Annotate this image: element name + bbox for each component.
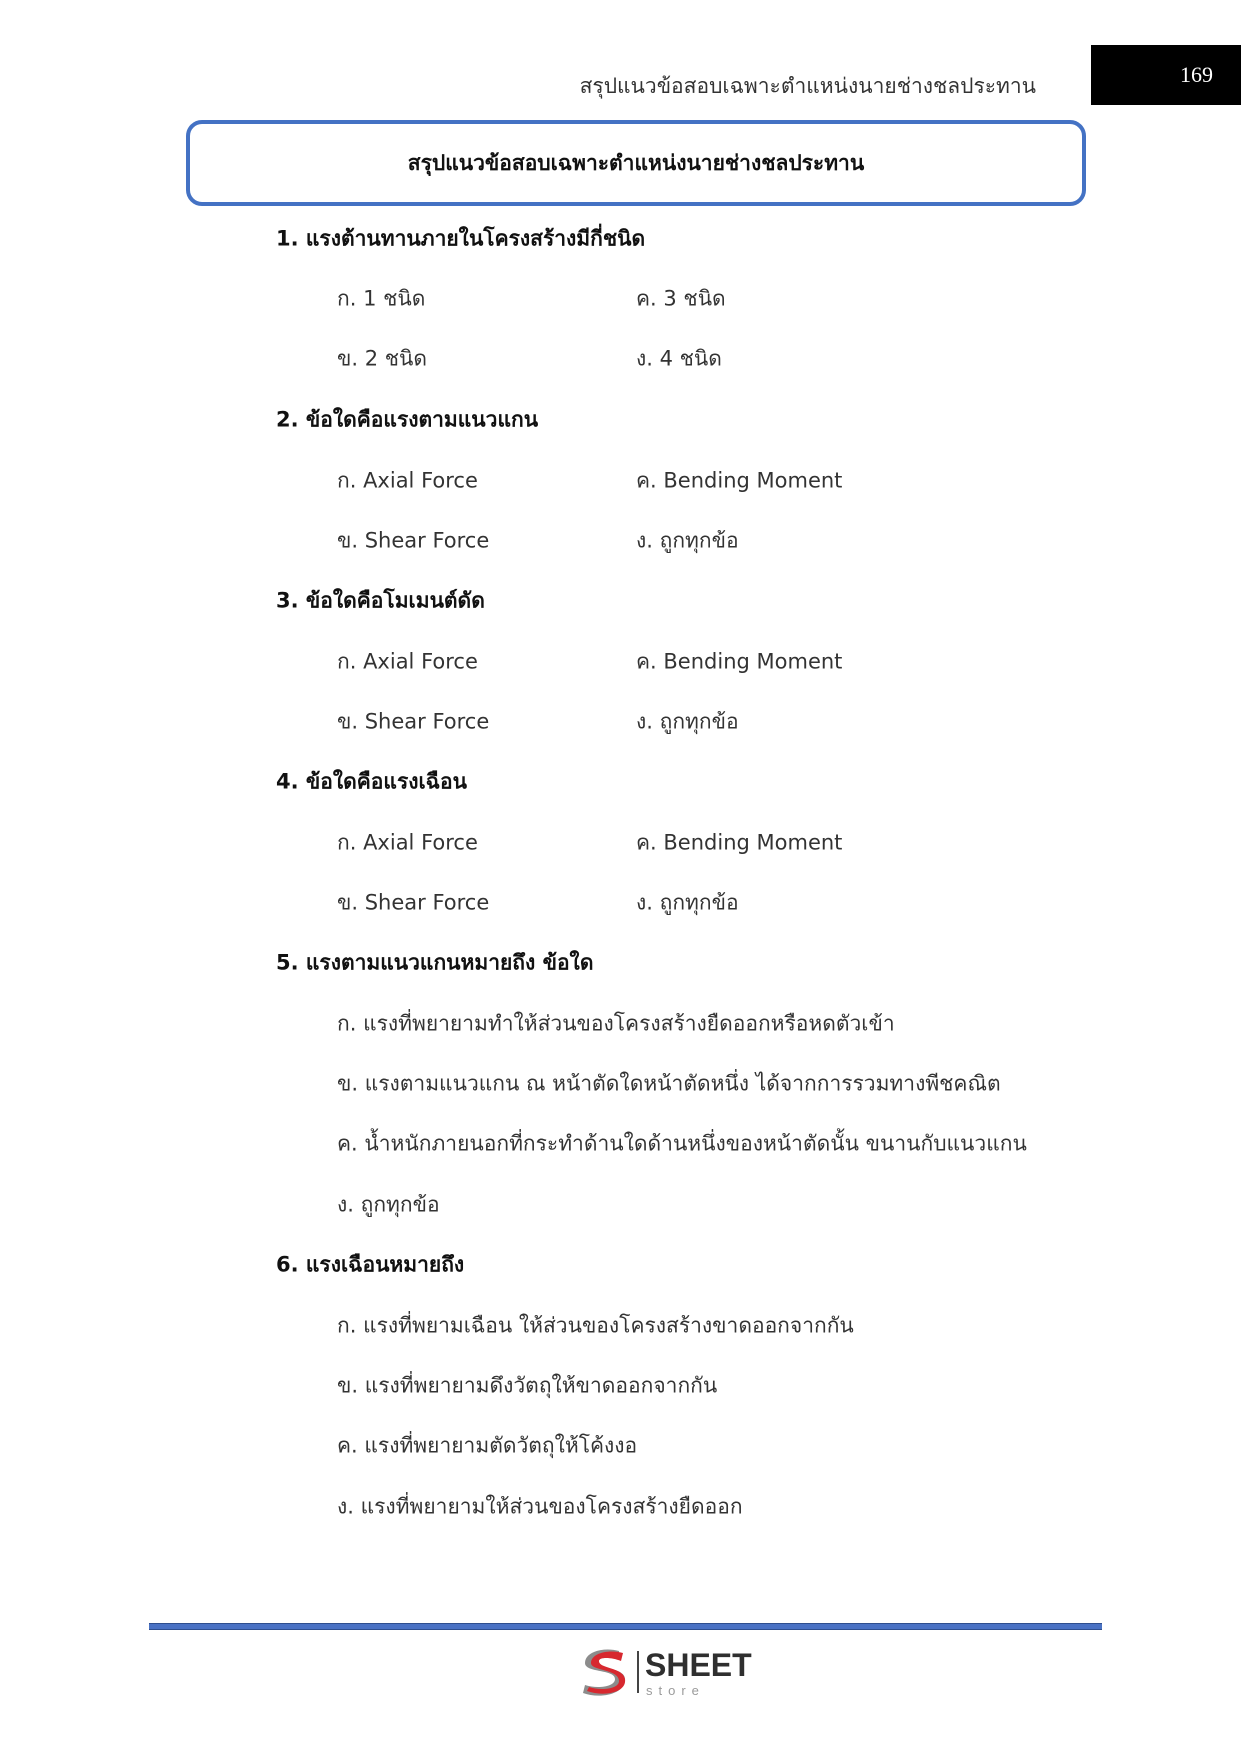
running-header: สรุปแนวข้อสอบเฉพาะตำแหน่งนายช่างชลประทาน	[579, 74, 1036, 98]
question-title: 4. ข้อใดคือแรงเฉือน	[276, 769, 467, 794]
question-title: 1. แรงต้านทานภายในโครงสร้างมีกี่ชนิด	[276, 226, 646, 251]
option: ก. แรงที่พยายามทำให้ส่วนของโครงสร้างยืดออกหรือหดตัวเข้า	[337, 1011, 895, 1036]
option: ง. แรงที่พยายามให้ส่วนของโครงสร้างยืดออก	[337, 1494, 743, 1519]
sheet-store-logo	[575, 1643, 755, 1699]
option: ข. แรงตามแนวแกน ณ หน้าตัดใดหน้าตัดหนึ่ง ได้จากการรวมทางพีชคณิต	[337, 1071, 1001, 1096]
sheet-store-logo-icon	[575, 1643, 631, 1699]
option: ค. Bending Moment	[636, 649, 843, 674]
question-title: 5. แรงตามแนวแกนหมายถึง ข้อใด	[276, 950, 594, 975]
option: ง. ถูกทุกข้อ	[636, 709, 739, 734]
option: ข. Shear Force	[337, 528, 490, 553]
footer-bar	[149, 1623, 1102, 1630]
logo-wordmark: SHEET	[645, 1647, 752, 1683]
option: ข. Shear Force	[337, 890, 490, 915]
option: ข. 2 ชนิด	[337, 346, 427, 371]
question-title: 3. ข้อใดคือโมเมนต์ดัด	[276, 588, 485, 613]
option: ค. Bending Moment	[636, 468, 843, 493]
page-title: สรุปแนวข้อสอบเฉพาะตำแหน่งนายช่างชลประทาน	[407, 150, 865, 175]
option: ข. Shear Force	[337, 709, 490, 734]
logo-divider	[637, 1651, 639, 1693]
logo-subtitle: store	[646, 1683, 705, 1698]
option: ง. 4 ชนิด	[636, 346, 722, 371]
option: ก. 1 ชนิด	[337, 286, 426, 311]
page-number: 169	[1180, 62, 1213, 87]
question-title: 6. แรงเฉือนหมายถึง	[276, 1252, 465, 1277]
option: ก. Axial Force	[337, 468, 478, 493]
option: ง. ถูกทุกข้อ	[636, 528, 739, 553]
option: ก. Axial Force	[337, 649, 478, 674]
option: ง. ถูกทุกข้อ	[636, 890, 739, 915]
option: ก. แรงที่พยามเฉือน ให้ส่วนของโครงสร้างขาดออกจากกัน	[337, 1313, 854, 1338]
option: ง. ถูกทุกข้อ	[337, 1192, 440, 1217]
option: ข. แรงที่พยายามดึงวัตถุให้ขาดออกจากกัน	[337, 1373, 718, 1398]
option: ค. Bending Moment	[636, 830, 843, 855]
option: ค. น้ำหนักภายนอกที่กระทำด้านใดด้านหนึ่งของหน้าตัดนั้น ขนานกับแนวแกน	[337, 1131, 1027, 1156]
option: ค. 3 ชนิด	[636, 286, 726, 311]
option: ค. แรงที่พยายามตัดวัตถุให้โค้งงอ	[337, 1433, 638, 1458]
question-title: 2. ข้อใดคือแรงตามแนวแกน	[276, 407, 539, 432]
option: ก. Axial Force	[337, 830, 478, 855]
